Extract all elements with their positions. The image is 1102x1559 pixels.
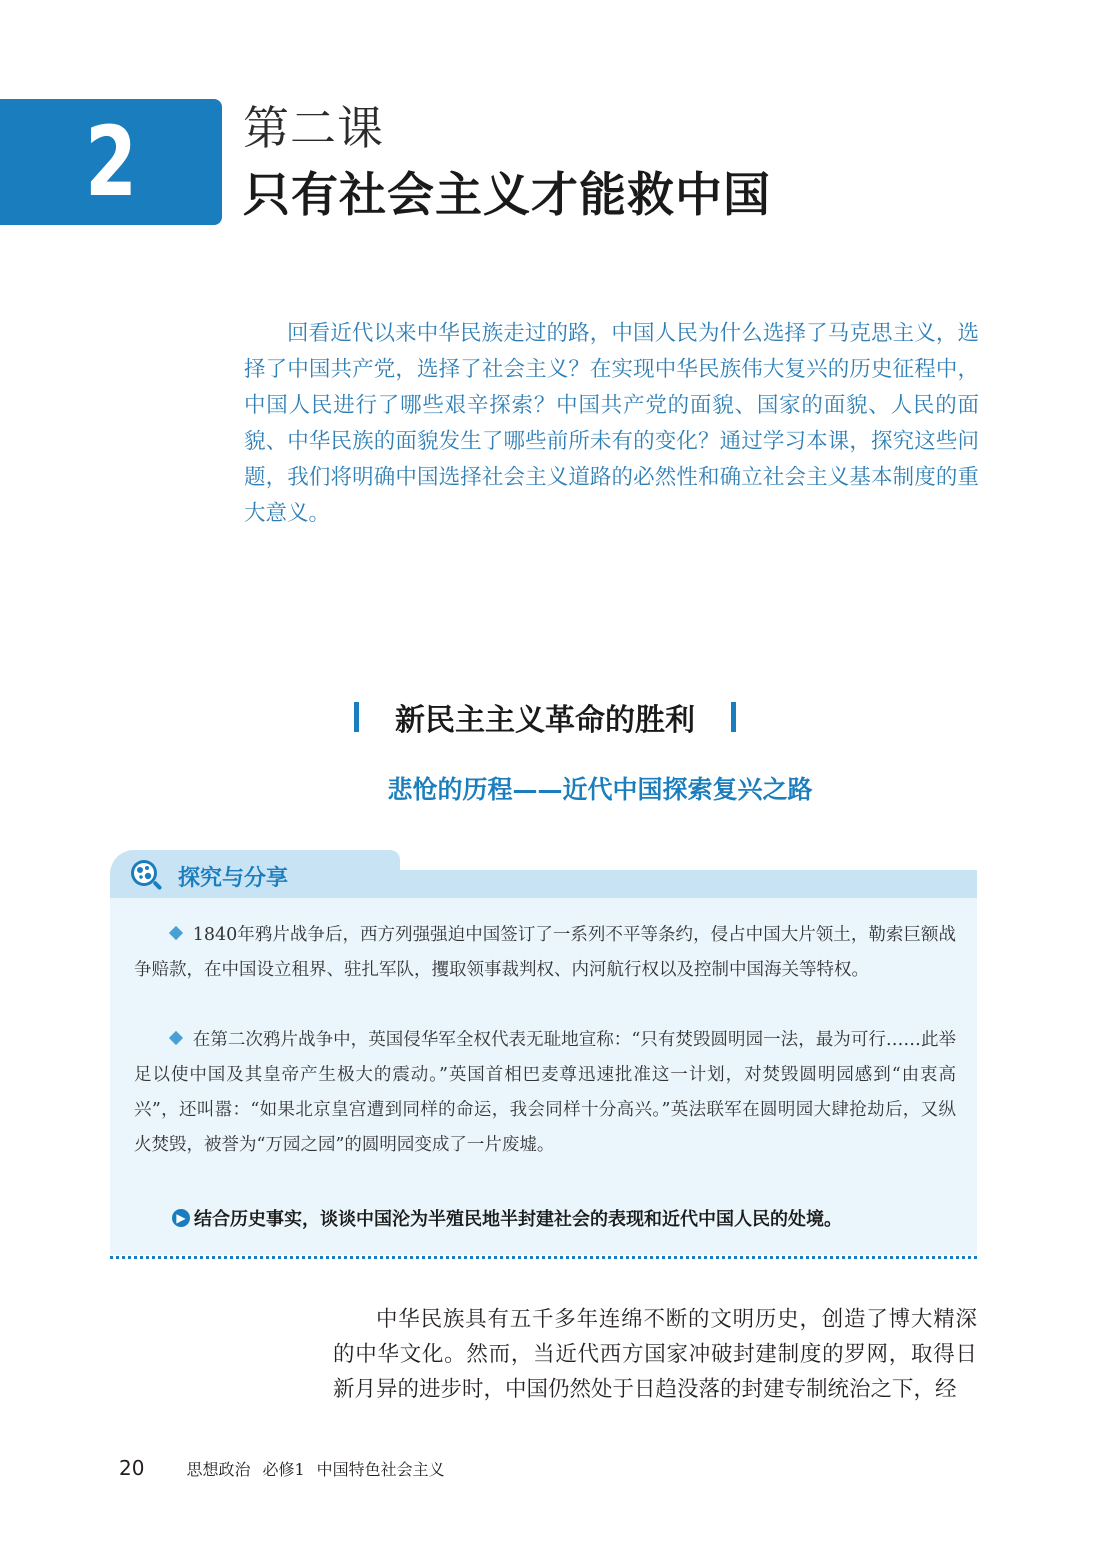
explore-paragraph-2: [134, 1023, 956, 1163]
footer-book: 思想政治: [186, 1460, 251, 1479]
diamond-bullet-icon: [169, 926, 183, 940]
explore-box-title: 探究与分享: [178, 866, 289, 891]
lesson-number-block: [0, 99, 222, 225]
section-heading: [330, 692, 760, 742]
lesson-intro: 回看近代以来中华民族走过的路，中国人民为什么选择了马克思主义，选择了中国共产党，选择了社会主义？在实现中华民族伟大复兴的历史征程中，中国人民进行了哪些艰辛探索？中国共产党的面貌、国家的面貌、人民的面貌、中华民族的面貌发生了哪些前所未有的变化？通过学习本课，探究这些问题，我们将明确中国选择社会主义道路的必然性和确立社会主义基本制度的重大意义。: [244, 321, 979, 526]
explore-box-dotted-border: [110, 1256, 977, 1259]
lesson-title: 只有社会主义才能救中国: [243, 168, 771, 223]
lesson-label: 第二课: [243, 101, 384, 155]
page-footer: [119, 1456, 445, 1480]
explore-paragraph-1-text: 1840年鸦片战争后，西方列强强迫中国签订了一系列不平等条约，侵占中国大片领土，勒索巨额战争赔款，在中国设立租界、驻扎军队，攫取领事裁判权、内河航行权以及控制中国海关等特权。: [134, 925, 956, 980]
subsection-title: 悲怆的历程——近代中国探索复兴之路: [387, 775, 813, 804]
footer-course: 中国特色社会主义: [316, 1460, 445, 1479]
magnifier-globe-icon: [128, 857, 164, 893]
explore-paragraph-2-text: 在第二次鸦片战争中，英国侵华军全权代表无耻地宣称：“只有焚毁圆明园一法，最为可行……此举足以使中国及其皇帝产生极大的震动。”英国首相巴麦尊迅速批准这一计划，对焚毁圆明园感到“由衷高兴”，还叫嚣：“如果北京皇宫遭到同样的命运，我会同样十分高兴。”英法联军在圆明园大肆抢劫后，又纵火焚毁，被誉为“万园之园”的圆明园变成了一片废墟。: [134, 1030, 956, 1155]
arrow-right-icon: ▶: [172, 1209, 190, 1227]
body-paragraph: 中华民族具有五千多年连绵不断的文明历史，创造了博大精深的中华文化。然而，当近代西方国家冲破封建制度的罗网，取得日新月异的进步时，中国仍然处于日趋没落的封建专制统治之下，经: [333, 1307, 977, 1402]
section-bar-right: [731, 702, 736, 732]
footer-volume: 必修1: [262, 1460, 305, 1479]
lesson-number: 2: [84, 106, 138, 218]
discussion-prompt-text: 结合历史事实，谈谈中国沦为半殖民地半封建社会的表现和近代中国人民的处境。: [194, 1209, 842, 1230]
page-number: 20: [119, 1456, 145, 1480]
diamond-bullet-icon: [169, 1031, 183, 1045]
discussion-prompt: [172, 1205, 842, 1231]
section-title: 新民主主义革命的胜利: [395, 703, 695, 738]
section-bar-left: [354, 702, 359, 732]
explore-paragraph-1: [134, 918, 956, 988]
